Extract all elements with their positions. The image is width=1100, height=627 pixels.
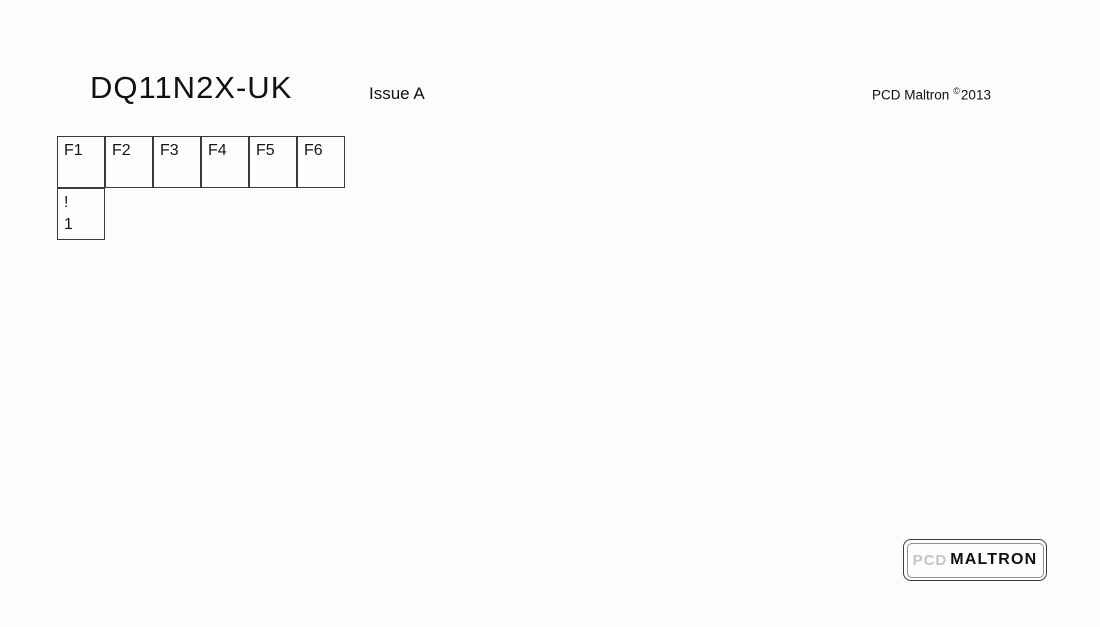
key-f5: [249, 136, 297, 188]
key-label: !: [64, 194, 69, 211]
maltron-logo: [903, 539, 1047, 581]
year-text: 2013: [960, 87, 991, 103]
key-label: F4: [208, 142, 227, 159]
maltron-logo-inner: [907, 543, 1044, 578]
key-f4: [201, 136, 249, 188]
key-label: F2: [112, 142, 131, 159]
logo-maltron-text: MALTRON: [950, 551, 1038, 568]
key-label: F3: [160, 142, 179, 159]
page-title: DQ11N2X-UK: [90, 70, 293, 105]
logo-pcd-text: PCD: [912, 551, 948, 569]
key-label: 1: [64, 215, 73, 233]
brand-text: PCD Maltron: [872, 87, 950, 103]
key-f3: [153, 136, 201, 188]
key-f6: [297, 136, 345, 188]
key-f1: [57, 136, 105, 188]
key-symbol: [57, 188, 105, 240]
issue-label: Issue A: [369, 84, 425, 103]
key-label: F6: [304, 142, 323, 159]
copyright-label: [872, 86, 991, 103]
left-key-block: [57, 136, 345, 425]
key-label: F5: [256, 142, 275, 159]
key-label: F1: [64, 142, 83, 159]
copyright-symbol: ©: [953, 86, 960, 96]
key-f2: [105, 136, 153, 188]
